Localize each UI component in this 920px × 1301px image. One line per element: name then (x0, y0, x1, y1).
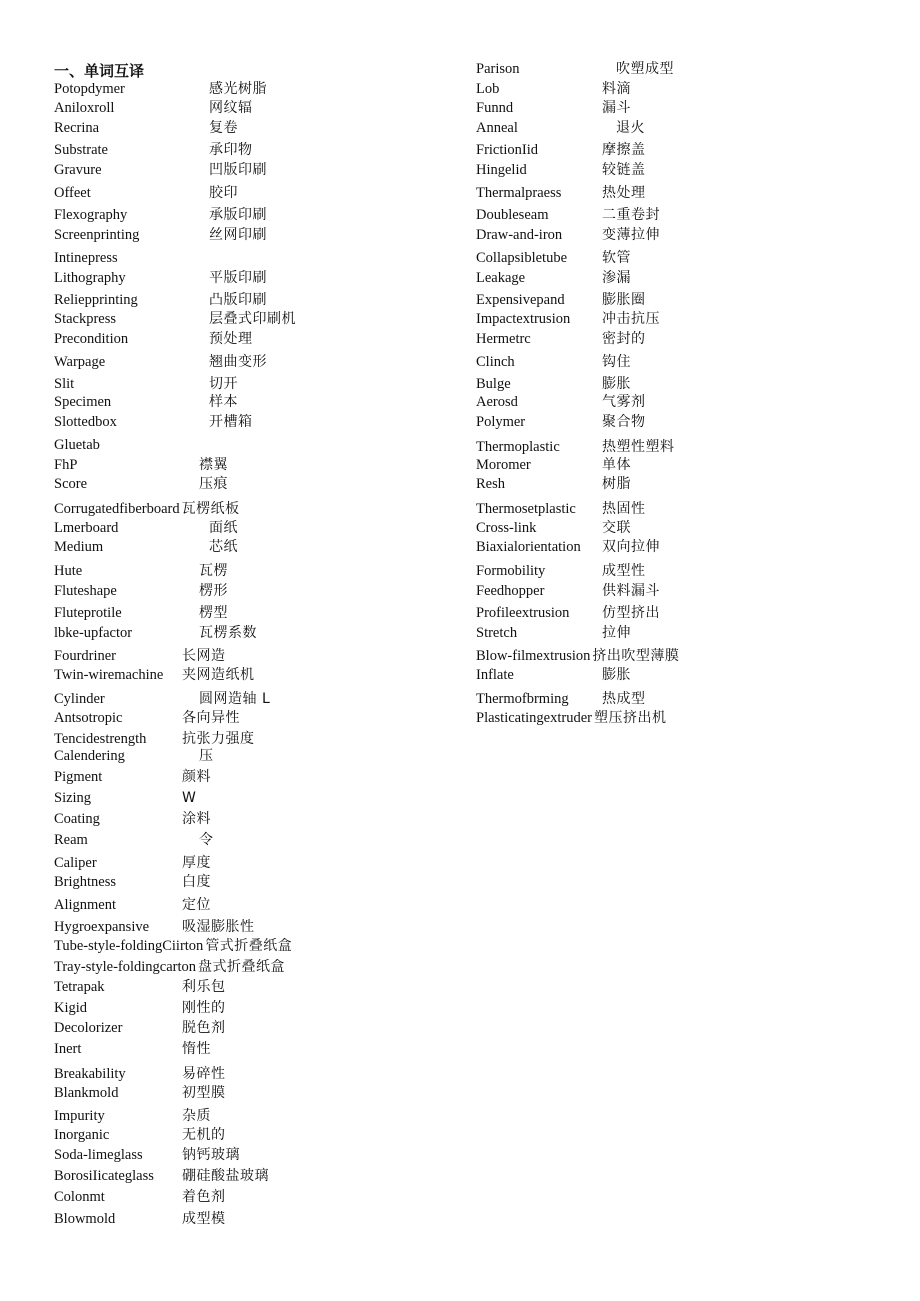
chinese-translation: 退火 (616, 120, 645, 136)
chinese-translation: 压痕 (199, 476, 228, 492)
english-term: Gravure (54, 162, 102, 178)
chinese-translation: 各向异性 (182, 710, 240, 726)
chinese-translation: 初型膜 (182, 1085, 226, 1101)
english-term: Thermalpraess (476, 185, 562, 201)
english-term: Draw-and-iron (476, 227, 563, 243)
english-term: Stretch (476, 625, 518, 641)
chinese-translation: 漏斗 (602, 100, 631, 116)
english-term: Thermosetplastic (476, 501, 576, 517)
english-term: Expensivepand (476, 292, 565, 308)
english-term: FrictionIid (476, 142, 539, 158)
english-term: Potopdymer (54, 81, 125, 97)
chinese-translation: 芯纸 (209, 539, 238, 555)
english-term: Breakability (54, 1066, 126, 1082)
chinese-translation: 瓦楞系数 (199, 625, 257, 641)
english-term: Tray-style-foldingcarton (54, 959, 197, 975)
chinese-translation: 硼硅酸盐玻璃 (182, 1168, 269, 1184)
chinese-translation: 令 (199, 832, 214, 848)
english-term: Inflate (476, 667, 514, 683)
english-term: Inert (54, 1041, 82, 1057)
chinese-translation: 塑压挤出机 (593, 710, 667, 726)
english-term: Sizing (54, 790, 92, 806)
english-term: Substrate (54, 142, 108, 158)
chinese-translation: 仿型挤出 (602, 605, 660, 621)
chinese-translation: 成型性 (602, 563, 646, 579)
english-term: Kigid (54, 1000, 88, 1016)
english-term: Blankmold (54, 1085, 119, 1101)
chinese-translation: 厚度 (182, 855, 211, 871)
chinese-translation: 楞形 (199, 583, 228, 599)
chinese-translation: 膨胀 (602, 376, 631, 392)
english-term: Leakage (476, 270, 526, 286)
chinese-translation: 挤出吹型薄膜 (592, 648, 680, 664)
chinese-translation: 热处理 (602, 185, 646, 201)
chinese-translation: 承印物 (209, 142, 253, 158)
english-term: lbke-upfactor (54, 625, 133, 641)
chinese-translation: 盘式折叠纸盒 (198, 959, 286, 975)
english-term: Slottedbox (54, 414, 117, 430)
english-term: Flexography (54, 207, 128, 223)
english-term: Thermoplastic (476, 439, 560, 455)
english-term: Tencidestrength (54, 731, 147, 747)
english-term: Slit (54, 376, 75, 392)
english-term: Pigment (54, 769, 103, 785)
english-term: Anneal (476, 120, 518, 136)
english-term: Hygroexpansive (54, 919, 150, 935)
english-term: Impurity (54, 1108, 105, 1124)
english-term: Fourdriner (54, 648, 117, 664)
english-term: Precondition (54, 331, 129, 347)
chinese-translation: 较链盖 (602, 162, 646, 178)
chinese-translation: 树脂 (602, 476, 631, 492)
chinese-translation: 利乐包 (182, 979, 226, 995)
english-term: Lmerboard (54, 520, 119, 536)
english-term: Blow-filmextrusion (476, 648, 591, 664)
chinese-translation: 变薄拉伸 (602, 227, 660, 243)
chinese-translation: 拉伸 (602, 625, 631, 641)
chinese-translation: 刚性的 (182, 1000, 226, 1016)
chinese-translation: 长网造 (182, 648, 226, 664)
english-term: Inorganic (54, 1127, 110, 1143)
chinese-translation: 感光树脂 (209, 81, 267, 97)
chinese-translation: 网纹辐 (209, 100, 253, 116)
english-term: Moromer (476, 457, 531, 473)
chinese-translation: 料滴 (602, 81, 631, 97)
chinese-translation: 交联 (602, 520, 631, 536)
english-term: Cross-link (476, 520, 537, 536)
english-term: Screenprinting (54, 227, 140, 243)
english-term: Blowmold (54, 1211, 116, 1227)
chinese-translation: 凹版印刷 (209, 162, 267, 178)
english-term: Twin-wiremachine (54, 667, 164, 683)
chinese-translation: 膨胀 (602, 667, 631, 683)
chinese-translation: 热塑性塑料 (602, 439, 675, 455)
chinese-translation: 双向拉伸 (602, 539, 660, 555)
chinese-translation: 密封的 (602, 331, 646, 347)
english-term: Cylinder (54, 691, 105, 707)
chinese-translation: W (182, 790, 197, 806)
english-term: Warpage (54, 354, 106, 370)
english-term: Resh (476, 476, 505, 492)
english-term: Antsotropic (54, 710, 123, 726)
chinese-translation: 气雾剂 (602, 394, 646, 410)
english-term: Lob (476, 81, 500, 97)
chinese-translation: 易碎性 (182, 1066, 226, 1082)
chinese-translation: 平版印刷 (209, 270, 267, 286)
english-term: Funnd (476, 100, 514, 116)
english-term: Specimen (54, 394, 112, 410)
english-term: Feedhopper (476, 583, 545, 599)
chinese-translation: 复卷 (209, 120, 238, 136)
chinese-translation: 冲击抗压 (602, 311, 660, 327)
chinese-translation: 聚合物 (602, 414, 646, 430)
chinese-translation: 开槽箱 (209, 414, 253, 430)
chinese-translation: 杂质 (182, 1108, 211, 1124)
english-term: Corrugatedfiberboard (54, 501, 180, 517)
english-term: Aerosd (476, 394, 518, 410)
chinese-translation: 涂料 (182, 811, 211, 827)
chinese-translation: 瓦楞 (199, 563, 228, 579)
chinese-translation: 面纸 (209, 520, 238, 536)
chinese-translation: 钩住 (602, 354, 631, 370)
chinese-translation: 层叠式印刷机 (209, 311, 296, 327)
chinese-translation: 颜料 (182, 769, 211, 785)
english-term: Medium (54, 539, 104, 555)
chinese-translation: 成型模 (182, 1211, 226, 1227)
chinese-translation: 样本 (209, 394, 238, 410)
english-term: Lithography (54, 270, 126, 286)
chinese-translation: 管式折叠纸盒 (205, 938, 293, 954)
english-term: Clinch (476, 354, 515, 370)
chinese-translation: 丝网印刷 (209, 227, 267, 243)
english-term: Biaxialorientation (476, 539, 581, 555)
english-term: Intinepress (54, 250, 118, 266)
section-heading: 一、单词互译 (54, 62, 145, 80)
chinese-translation: 软管 (602, 250, 631, 266)
chinese-translation: 摩擦盖 (602, 142, 646, 158)
chinese-translation: 襟翼 (199, 457, 228, 473)
english-term: Calendering (54, 748, 125, 764)
chinese-translation: 翘曲变形 (209, 354, 267, 370)
english-term: Brightness (54, 874, 117, 890)
english-term: Polymer (476, 414, 526, 430)
english-term: Formobility (476, 563, 546, 579)
chinese-translation: 吹塑成型 (616, 61, 674, 77)
english-term: Aniloxroll (54, 100, 115, 116)
english-term: Recrina (54, 120, 100, 136)
english-term: Decolorizer (54, 1020, 123, 1036)
english-term: Ream (54, 832, 88, 848)
english-term: Fluteshape (54, 583, 117, 599)
chinese-translation: 热固性 (602, 501, 646, 517)
chinese-translation: 承版印刷 (209, 207, 267, 223)
english-term: Caliper (54, 855, 97, 871)
english-term: Doubleseam (476, 207, 549, 223)
chinese-translation: 吸湿膨胀性 (182, 919, 255, 935)
chinese-translation: 无机的 (182, 1127, 226, 1143)
chinese-translation: 胶印 (209, 185, 238, 201)
english-term: FhP (54, 457, 78, 473)
english-term: Offeet (54, 185, 91, 201)
english-term: Tube-style-foldingCiirton (54, 938, 204, 954)
english-term: BorosiIicateglass (54, 1168, 154, 1184)
chinese-translation: 圆网造轴 L (199, 691, 271, 707)
english-term: Hute (54, 563, 83, 579)
chinese-translation: 瓦楞纸板 (181, 501, 240, 517)
chinese-translation: 切开 (209, 376, 238, 392)
chinese-translation: 供料漏斗 (602, 583, 660, 599)
english-term: Bulge (476, 376, 511, 392)
chinese-translation: 热成型 (602, 691, 646, 707)
chinese-translation: 预处理 (209, 331, 253, 347)
english-term: Coating (54, 811, 100, 827)
english-term: Parison (476, 61, 520, 77)
english-term: Soda-limeglass (54, 1147, 143, 1163)
chinese-translation: 白度 (182, 874, 211, 890)
chinese-translation: 二重卷封 (602, 207, 660, 223)
english-term: Fluteprotile (54, 605, 122, 621)
english-term: Alignment (54, 897, 117, 913)
chinese-translation: 脱色剂 (182, 1020, 226, 1036)
chinese-translation: 单体 (602, 457, 631, 473)
english-term: Gluetab (54, 437, 100, 453)
english-term: Colonmt (54, 1189, 105, 1205)
english-term: Thermofbrming (476, 691, 569, 707)
chinese-translation: 凸版印刷 (209, 292, 267, 308)
english-term: Score (54, 476, 88, 492)
chinese-translation: 夹网造纸机 (182, 667, 255, 683)
chinese-translation: 惰性 (182, 1041, 211, 1057)
chinese-translation: 着色剂 (182, 1189, 226, 1205)
chinese-translation: 楞型 (199, 605, 228, 621)
english-term: Plasticatingextruder (476, 710, 592, 726)
english-term: Reliepprinting (54, 292, 138, 308)
chinese-translation: 膨胀圈 (602, 292, 646, 308)
chinese-translation: 抗张力强度 (182, 731, 255, 747)
english-term: Profileextrusion (476, 605, 570, 621)
chinese-translation: 压 (199, 748, 214, 764)
english-term: Stackpress (54, 311, 117, 327)
english-term: Tetrapak (54, 979, 105, 995)
chinese-translation: 钠钙玻璃 (182, 1147, 240, 1163)
english-term: Hingelid (476, 162, 527, 178)
english-term: Impactextrusion (476, 311, 571, 327)
chinese-translation: 渗漏 (602, 270, 631, 286)
english-term: Collapsibletube (476, 250, 568, 266)
english-term: Hermetrc (476, 331, 531, 347)
chinese-translation: 定位 (182, 897, 211, 913)
